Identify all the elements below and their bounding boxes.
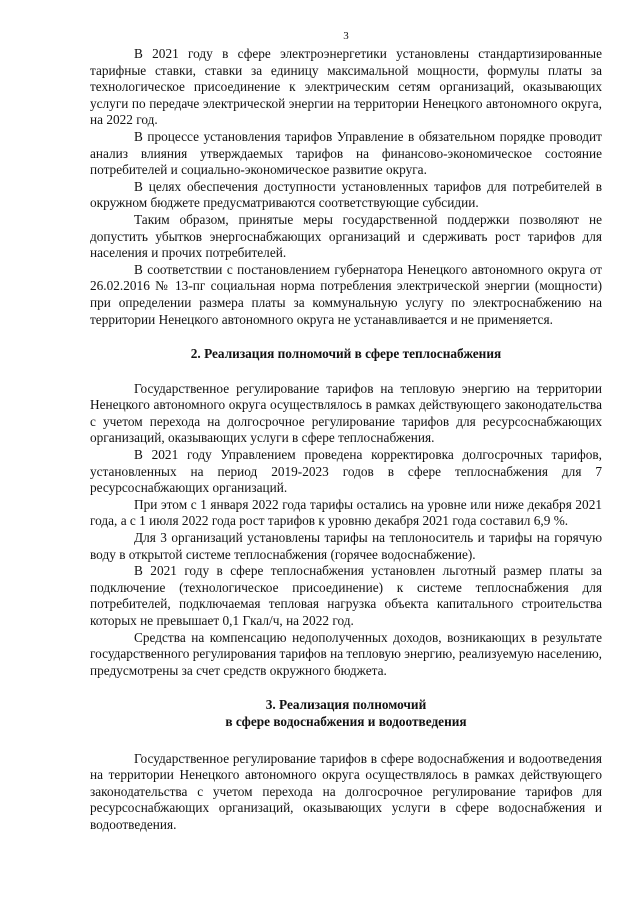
paragraph: Средства на компенсацию недополученных доходов, возникающих в результате государственного регулирования тарифов на тепловую энергию, реализуемую населению, предусмотрены за счет средств окружного бюджета. bbox=[90, 629, 602, 678]
paragraph: Таким образом, принятые меры государственной поддержки позволяют не допустить убытков энергоснабжающих организаций и сдерживать рост тарифов для населения и прочих потребителей. bbox=[90, 211, 602, 261]
paragraph: В целях обеспечения доступности установленных тарифов для потребителей в окружном бюджете предусматриваются соответствующие субсидии. bbox=[90, 178, 602, 211]
page-content bbox=[90, 46, 602, 834]
paragraph: При этом с 1 января 2022 года тарифы остались на уровне или ниже декабря 2021 года, а с 1 июля 2022 года рост тарифов к уровню декабря 2021 года составил 6,9 %. bbox=[90, 496, 602, 529]
section-3-heading bbox=[90, 697, 602, 730]
section-2-heading: 2. Реализация полномочий в сфере теплоснабжения bbox=[190, 346, 502, 362]
paragraph: В 2021 году в сфере электроэнергетики установлены стандартизированные тарифные ставки, ставки за единицу максимальной мощности, формулы платы за технологическое присоединение к электрическим сетям организаций, оказывающих услуги по передаче электрической энергии на территории Ненецкого автономного округа, на 2022 год. bbox=[90, 46, 602, 128]
paragraph: В процессе установления тарифов Управление в обязательном порядке проводит анализ влияния утверждаемых тарифов на финансово-экономическое состояние потребителей и социально-экономическое развитие округа. bbox=[90, 128, 602, 178]
paragraph: Государственное регулирование тарифов в сфере водоснабжения и водоотведения на территории Ненецкого автономного округа осуществлялось в рамках действующего законодательства с учетом перехода на долгосрочное регулирование тарифов для ресурсоснабжающих организаций, оказывающих услуги в сфере водоснабжения и водоотведения. bbox=[90, 750, 602, 832]
page-number: 3 bbox=[343, 30, 349, 42]
paragraph: В соответствии с постановлением губернатора Ненецкого автономного округа от 26.02.2016 № 13-пг социальная норма потребления электрической энергии (мощности) при определении размера платы за коммунальную услугу по электроснабжению на территории Ненецкого автономного округа не устанавливается и не применяется. bbox=[90, 261, 602, 327]
paragraph: В 2021 году Управлением проведена корректировка долгосрочных тарифов, установленных на период 2019-2023 годов в сфере теплоснабжения для 7 ресурсоснабжающих организаций. bbox=[90, 447, 602, 496]
document-page bbox=[90, 0, 602, 905]
paragraph: Государственное регулирование тарифов на тепловую энергию на территории Ненецкого автономного округа осуществлялось в рамках действующего законодательства с учетом перехода на долгосрочное регулирование тарифов для ресурсоснабжающих организаций, оказывающих услуги в сфере теплоснабжения. bbox=[90, 380, 602, 446]
paragraph: В 2021 году в сфере теплоснабжения установлен льготный размер платы за подключение (технологическое присоединение) к системе теплоснабжения для потребителей, подключаемая тепловая нагрузка объекта капитального строительства которых не превышает 0,1 Гкал/ч, на 2022 год. bbox=[90, 563, 602, 628]
paragraph: Для 3 организаций установлены тарифы на теплоноситель и тарифы на горячую воду в открытой системе теплоснабжения (горячее водоснабжение). bbox=[90, 530, 602, 562]
section-3-heading-line-2: в сфере водоснабжения и водоотведения bbox=[225, 713, 467, 729]
section-3-heading-line-1: 3. Реализация полномочий bbox=[265, 697, 427, 713]
